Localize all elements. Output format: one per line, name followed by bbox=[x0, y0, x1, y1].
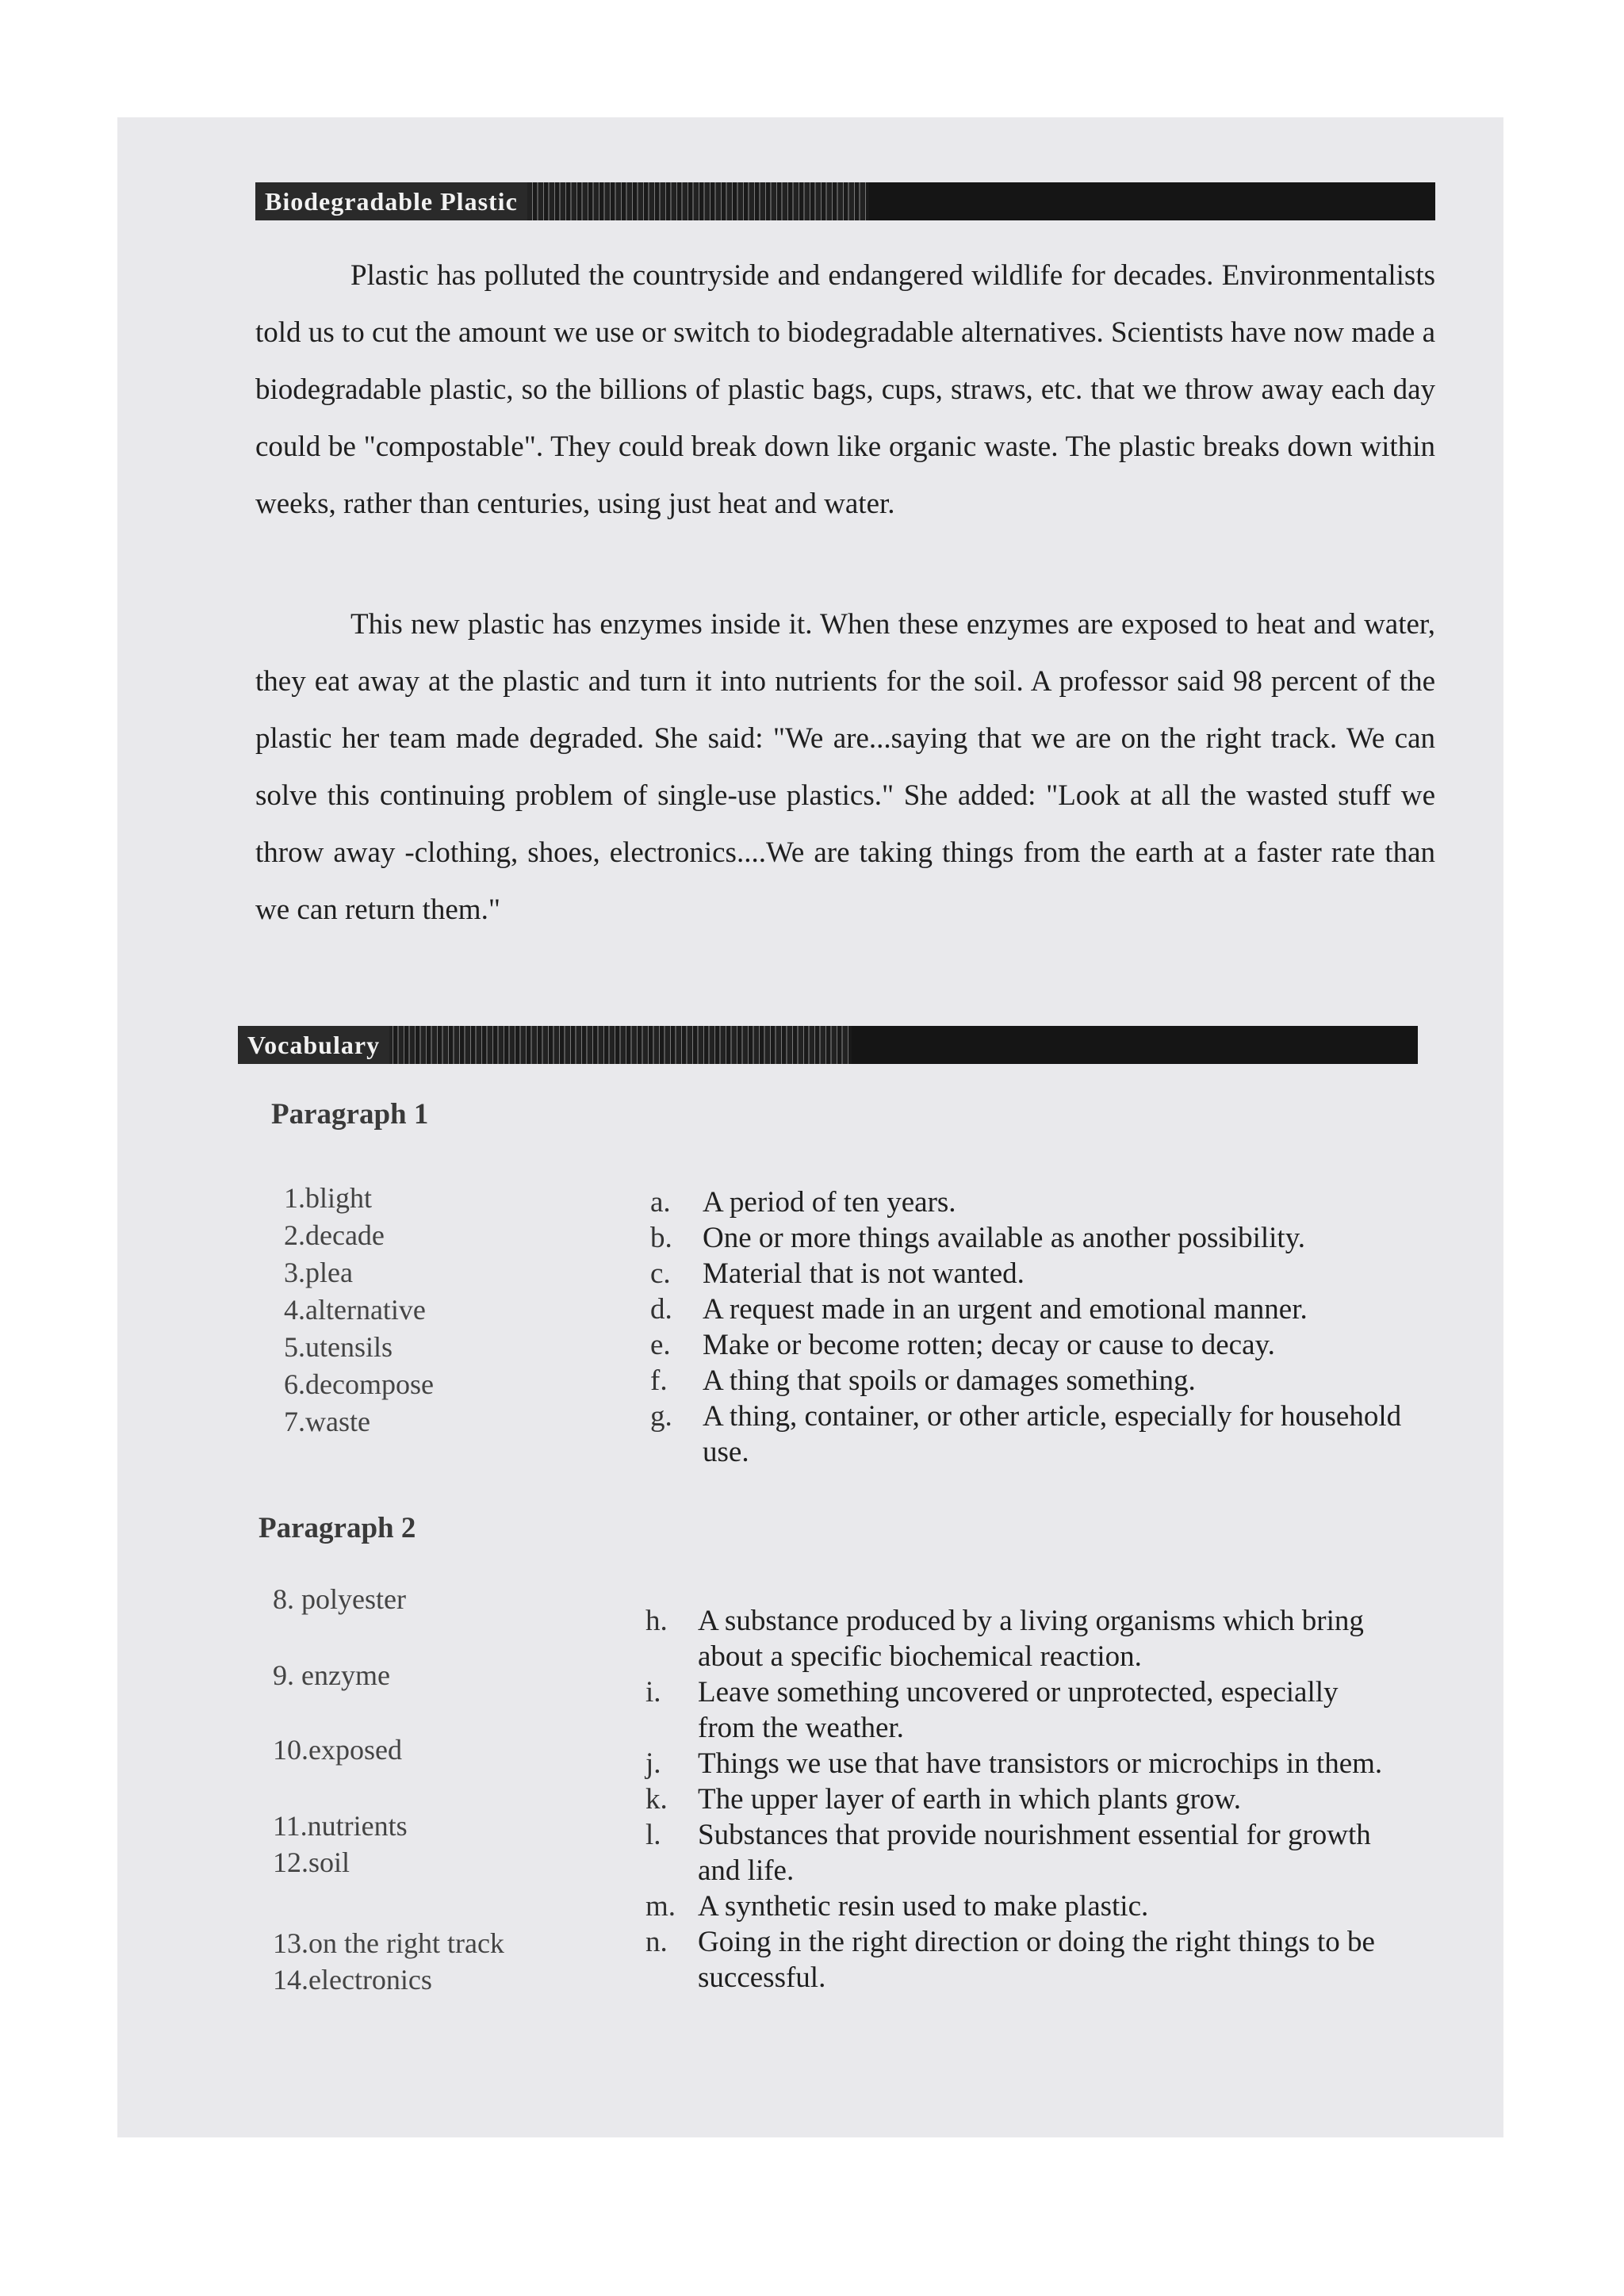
definition-text: A thing, container, or other article, especially for household use. bbox=[703, 1400, 1402, 1468]
definition-item bbox=[645, 1746, 1399, 1781]
paragraph-1-heading: Paragraph 1 bbox=[271, 1098, 429, 1131]
paragraph-2-heading: Paragraph 2 bbox=[259, 1512, 416, 1544]
section-header-vocabulary bbox=[238, 1026, 1418, 1064]
definition-text: Substances that provide nourishment essential for growth and life. bbox=[698, 1819, 1371, 1887]
definition-text: Going in the right direction or doing the right things to be successful. bbox=[698, 1926, 1375, 1994]
definition-letter: b. bbox=[650, 1222, 672, 1254]
vocab-word: 9. enzyme bbox=[273, 1659, 390, 1691]
definition-text: A request made in an urgent and emotional manner. bbox=[703, 1293, 1308, 1326]
definition-text: A period of ten years. bbox=[703, 1186, 956, 1219]
vocab-word: 3.plea bbox=[284, 1257, 353, 1288]
definition-text: Leave something uncovered or unprotected, especially from the weather. bbox=[698, 1676, 1339, 1744]
paragraph-1-word-list bbox=[284, 1180, 585, 1441]
definition-item bbox=[650, 1256, 1404, 1292]
definition-text: Things we use that have transistors or microchips in them. bbox=[698, 1747, 1383, 1780]
definition-letter: j. bbox=[645, 1747, 661, 1780]
vocab-word: 11.nutrients bbox=[273, 1810, 408, 1842]
definition-text: Make or become rotten; decay or cause to decay. bbox=[703, 1329, 1275, 1361]
vocab-word: 1.blight bbox=[284, 1182, 373, 1214]
vocab-word: 12.soil bbox=[273, 1846, 350, 1878]
section-header-biodegradable-plastic bbox=[255, 182, 1435, 220]
reading-paragraph-1 bbox=[255, 247, 1435, 533]
definition-letter: n. bbox=[645, 1926, 668, 1958]
definition-letter: h. bbox=[645, 1605, 668, 1637]
reading-paragraph-2 bbox=[255, 596, 1435, 939]
definition-item bbox=[650, 1363, 1404, 1399]
definition-item bbox=[645, 1924, 1399, 1996]
definition-text: One or more things available as another possibility. bbox=[703, 1222, 1306, 1254]
definition-item bbox=[645, 1603, 1399, 1674]
vocab-word: 6.decompose bbox=[284, 1368, 434, 1400]
definition-letter: c. bbox=[650, 1257, 671, 1290]
definition-item bbox=[650, 1184, 1404, 1220]
definition-letter: e. bbox=[650, 1329, 671, 1361]
definition-item bbox=[645, 1674, 1399, 1746]
definition-letter: a. bbox=[650, 1186, 671, 1219]
paragraph-text: Plastic has polluted the countryside and endangered wildlife for decades. Environmentalists told us to cut the amount we use or switch to biodegradable alternatives. Scientists have now made a biodegradable plastic, so the billions of plastic bags, cups, straws, etc. that we throw away each day could be "compostable". They could break down like organic waste. The plastic breaks down within weeks, rather than centuries, using just heat and water. bbox=[255, 259, 1435, 520]
vocab-word: 5.utensils bbox=[284, 1331, 393, 1363]
definition-item bbox=[645, 1781, 1399, 1817]
section-title: Biodegradable Plastic bbox=[255, 182, 527, 220]
vocab-word: 2.decade bbox=[284, 1219, 385, 1251]
definition-text: A synthetic resin used to make plastic. bbox=[698, 1890, 1149, 1923]
paragraph-1-definition-list bbox=[650, 1184, 1404, 1470]
definition-item bbox=[650, 1399, 1404, 1470]
paragraph-2-definition-list bbox=[645, 1603, 1399, 1996]
definition-item bbox=[645, 1817, 1399, 1888]
definition-letter: f. bbox=[650, 1364, 668, 1397]
definition-letter: k. bbox=[645, 1783, 668, 1816]
definition-letter: g. bbox=[650, 1400, 672, 1433]
definition-item bbox=[645, 1888, 1399, 1924]
definition-item bbox=[650, 1220, 1404, 1256]
section-title: Vocabulary bbox=[238, 1026, 389, 1064]
definition-item bbox=[650, 1327, 1404, 1363]
definition-text: Material that is not wanted. bbox=[703, 1257, 1025, 1290]
definition-letter: i. bbox=[645, 1676, 661, 1709]
definition-item bbox=[650, 1292, 1404, 1327]
vocab-word: 13.on the right track bbox=[273, 1927, 504, 1959]
vocab-word: 14.electronics bbox=[273, 1964, 432, 1996]
definition-text: The upper layer of earth in which plants grow. bbox=[698, 1783, 1241, 1816]
vocab-word: 4.alternative bbox=[284, 1294, 426, 1326]
vocab-word: 7.waste bbox=[284, 1406, 370, 1437]
vocab-word: 10.exposed bbox=[273, 1734, 402, 1766]
definition-text: A substance produced by a living organisms which bring about a specific biochemical reaction. bbox=[698, 1605, 1364, 1673]
definition-text: A thing that spoils or damages something. bbox=[703, 1364, 1196, 1397]
definition-letter: d. bbox=[650, 1293, 672, 1326]
definition-letter: m. bbox=[645, 1890, 676, 1923]
vocab-word: 8. polyester bbox=[273, 1583, 406, 1615]
paragraph-text: This new plastic has enzymes inside it. When these enzymes are exposed to heat and water, they eat away at the plastic and turn it into nutrients for the soil. A professor said 98 percent of the plastic her team made degraded. She said: "We are...saying that we are on the right track. We can solve this continuing problem of single-use plastics." She added: "Look at all the wasted stuff we throw away -clothing, shoes, electronics....We are taking things from the earth at a faster rate than we can return them." bbox=[255, 608, 1435, 926]
definition-letter: l. bbox=[645, 1819, 661, 1851]
